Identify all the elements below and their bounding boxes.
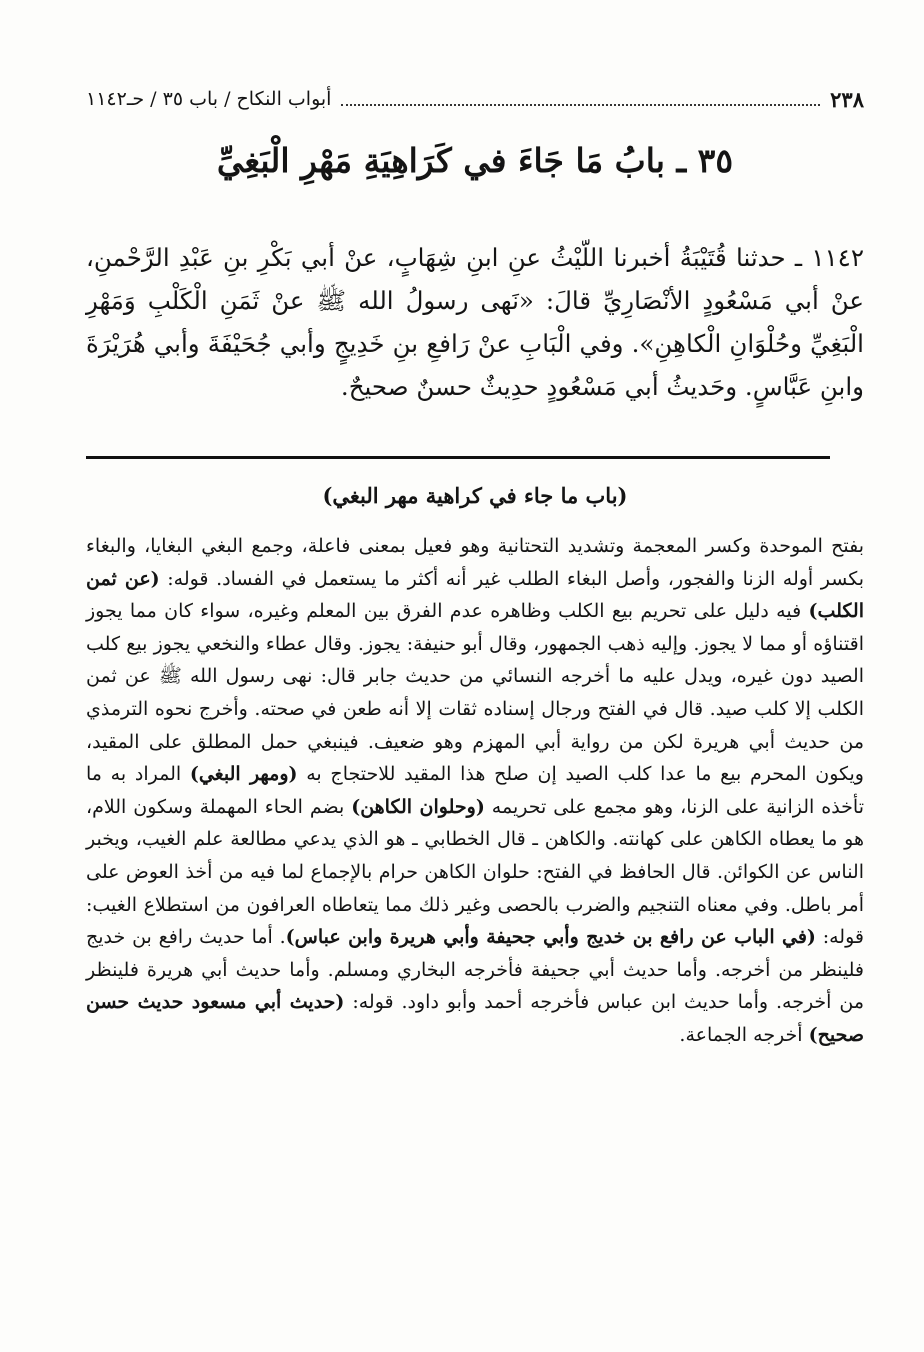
commentary-segment: . أما حديث رافع بن خديج فلينظر من أخرجه. وأما حديث أبي جحيفة فأخرجه البخاري ومسلم. وأما حديث أبي هريرة فلينظر من أخرجه. وأما حديث ابن عباس فأخرجه أحمد وأبو داود. قوله:: [86, 926, 865, 1014]
commentary-segment: بفتح الموحدة وكسر المعجمة وتشديد التحتانية وهو فعيل بمعنى فاعلة، وجمع البغي البغايا، والبغاء بكسر أوله الزنا والفجور، وأصل البغاء الطلب غير أنه أكثر ما يستعمل في الفساد. قوله:: [86, 535, 864, 590]
commentary-segment-bold: (عن ثمن الكلب): [86, 567, 864, 623]
page-header: [86, 82, 864, 116]
commentary-segment: فيه دليل على تحريم بيع الكلب وظاهره عدم الفرق بين المعلم وغيره، سواء كان مما يجوز اقتناؤه أو مما لا يجوز. وإليه ذهب الجمهور، وقال أبو حنيفة: يجوز. وقال عطاء والنخعي يجوز بيع كلب الصيد دون غيره، ويدل عليه ما أخرجه النسائي من حديث جابر قال: نهى رسول الله ﷺ عن ثمن الكلب إلا كلب صيد. قال في الفتح ورجال إسناده ثقات إلا أنه طعن في صحته. وأخرج نحوه الترمذي من حديث أبي هريرة لكن من رواية أبي المهزم وهو ضعيف. فينبغي حمل المطلق على المقيد، ويكون المحرم بيع ما عدا كلب الصيد إن صلح هذا المقيد للاحتجاج به: [86, 600, 864, 786]
page-number: ٢٣٨: [830, 86, 864, 112]
divider-rule: [86, 456, 830, 459]
commentary-segment-bold: (ومهر البغي): [189, 763, 298, 786]
commentary-body: [86, 530, 864, 1052]
commentary-segment-bold: (حديث أبي مسعود حديث حسن صحيح): [86, 991, 864, 1046]
chapter-title: ٣٥ ـ بابُ مَا جَاءَ في كَرَاهِيَةِ مَهْرِ الْبَغِيِّ: [216, 141, 734, 180]
dotted-leader: [341, 92, 820, 106]
running-title: أبواب النكاح / باب ٣٥ / حـ١١٤٢: [86, 88, 332, 110]
commentary-segment: بضم الحاء المهملة وسكون اللام، هو ما يعطاه الكاهن على كهانته. والكاهن ـ قال الخطابي ـ هو الذي يدعي مطالعة علم الغيب، ويخبر الناس عن الكوائن. قال الحافظ في الفتح: حلوان الكاهن حرام بالإجماع لما فيه من أخذ العوض على أمر باطل. وفي معناه التنجيم والضرب بالحصى وغير ذلك مما يتعاطاه العرافون من استطلاع الغيب: قوله:: [86, 795, 864, 949]
commentary-segment: المراد به ما تأخذه الزانية على الزنا، وهو مجمع على تحريمه: [86, 763, 865, 818]
hadith-text: ١١٤٢ ـ حدثنا قُتَيْبَةُ أخبرنا اللّيْثُ عنِ ابنِ شِهَابٍ، عنْ أبي بَكْرِ بنِ عَبْدِ الرَّحْمنِ، عنْ أبي مَسْعُودٍ الأنْصَارِيِّ قالَ: «نَهى رسولُ الله ﷺ عنْ ثَمَنِ الْكَلْبِ وَمَهْرِ الْبَغِيِّ وحُلْوَانِ الْكاهِنِ». وفي الْبَابِ عنْ رَافعِ بنِ خَدِيجٍ وأبي جُحَيْفَةَ وأبي هُرَيْرَةَ وابنِ عَبَّاسٍ. وحَديثُ أبي مَسْعُودٍ حدِيثٌ حسنٌ صحيحٌ.: [86, 243, 864, 401]
commentary-segment-bold: (في الباب عن رافع بن خديج وأبي جحيفة وأبي هريرة وابن عباس): [285, 926, 816, 949]
commentary-segment: أخرجه الجماعة.: [679, 1023, 809, 1046]
commentary-segment-bold: (وحلوان الكاهن): [351, 795, 485, 818]
commentary-title: (باب ما جاء في كراهية مهر البغي): [322, 483, 628, 508]
